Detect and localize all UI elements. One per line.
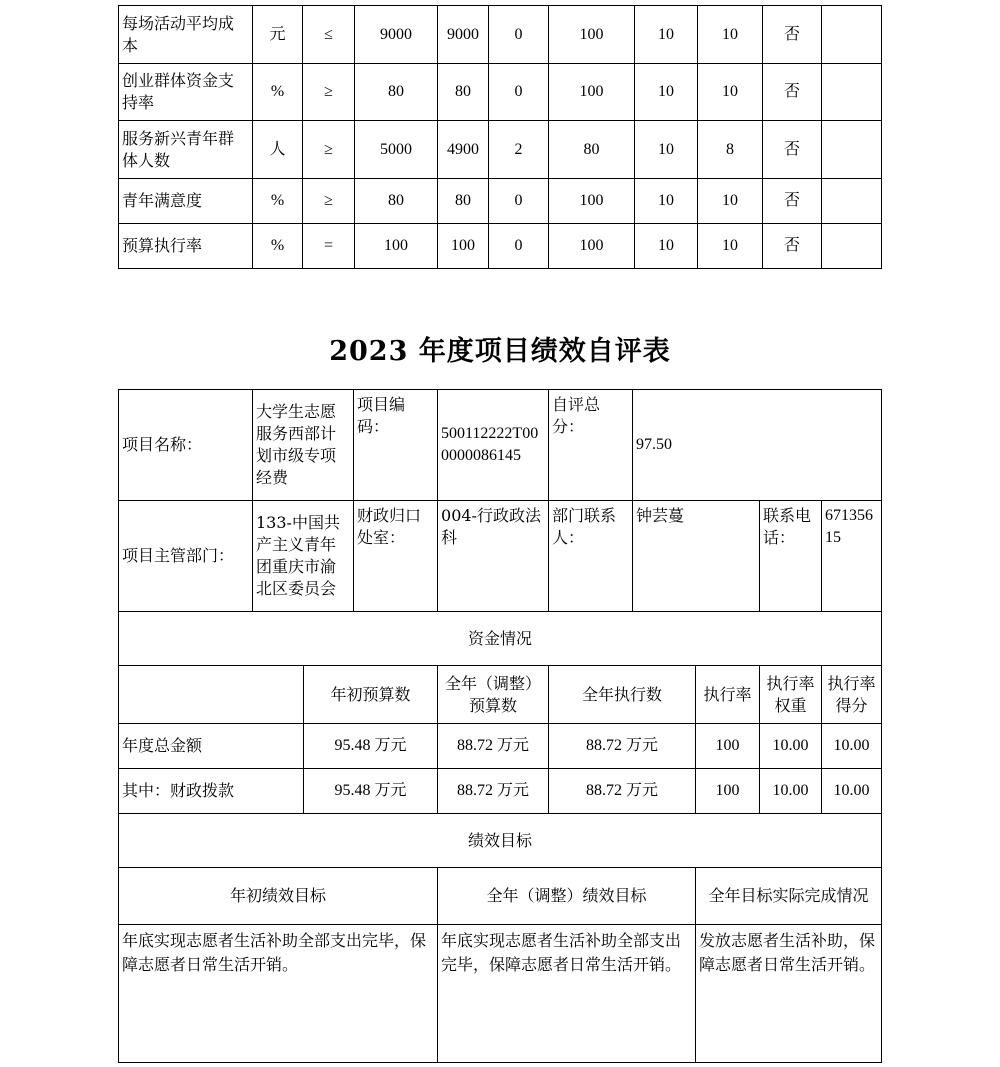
- indicator-score: 10: [698, 179, 763, 224]
- indicator-target: 100: [355, 224, 438, 269]
- page-title: 2023 年度项目绩效自评表: [329, 336, 671, 367]
- indicator-actual: 9000: [438, 6, 489, 64]
- indicator-rate: 80: [549, 121, 635, 179]
- evaluation-table: [118, 389, 882, 1063]
- goals-header-initial: 年初绩效目标: [119, 868, 438, 925]
- project-code-value: 500112222T000000086145: [438, 390, 549, 501]
- indicator-note: [822, 64, 882, 121]
- indicator-weight: 10: [635, 6, 698, 64]
- indicator-deviation: 0: [489, 6, 549, 64]
- finance-office-label: 财政归口处室：: [354, 501, 438, 612]
- goals-adjusted-text: 年底实现志愿者生活补助全部支出完毕，保障志愿者日常生活开销。: [438, 925, 696, 1063]
- goals-content-row: [119, 925, 882, 1063]
- indicator-row: [119, 224, 882, 269]
- funds-row-initial: 95.48 万元: [304, 769, 438, 814]
- indicator-flag: 否: [763, 6, 822, 64]
- indicator-deviation: 2: [489, 121, 549, 179]
- indicator-name: 每场活动平均成本: [119, 6, 253, 64]
- indicator-target: 80: [355, 64, 438, 121]
- indicator-deviation: 0: [489, 224, 549, 269]
- goals-header-adjusted: 全年（调整）绩效目标: [438, 868, 696, 925]
- indicator-row: [119, 64, 882, 121]
- funds-header-score: 执行率得分: [822, 666, 882, 724]
- indicator-score: 8: [698, 121, 763, 179]
- funds-row-rate: 100: [696, 769, 760, 814]
- indicator-note: [822, 179, 882, 224]
- indicator-weight: 10: [635, 179, 698, 224]
- indicator-unit: %: [253, 179, 303, 224]
- funds-header-rate: 执行率: [696, 666, 760, 724]
- indicator-row: [119, 179, 882, 224]
- funds-row: [119, 724, 882, 769]
- indicator-operator: ≥: [303, 64, 355, 121]
- goals-header-actual: 全年目标实际完成情况: [696, 868, 882, 925]
- funds-row-weight: 10.00: [760, 724, 822, 769]
- goals-section-row: [119, 814, 882, 868]
- indicator-operator: ≤: [303, 6, 355, 64]
- funds-header-blank: [119, 666, 304, 724]
- indicator-score: 10: [698, 224, 763, 269]
- funds-header-row: [119, 666, 882, 724]
- indicator-unit: 人: [253, 121, 303, 179]
- indicator-name: 预算执行率: [119, 224, 253, 269]
- funds-row-weight: 10.00: [760, 769, 822, 814]
- indicator-deviation: 0: [489, 64, 549, 121]
- goals-section-title: 绩效目标: [119, 814, 882, 868]
- indicator-actual: 80: [438, 64, 489, 121]
- project-name-row: [119, 390, 882, 501]
- project-code-label: 项目编码：: [354, 390, 438, 501]
- indicator-flag: 否: [763, 64, 822, 121]
- funds-row-score: 10.00: [822, 769, 882, 814]
- indicator-table: [118, 5, 882, 269]
- indicator-flag: 否: [763, 224, 822, 269]
- funds-row-executed: 88.72 万元: [549, 769, 696, 814]
- indicator-actual: 100: [438, 224, 489, 269]
- indicator-operator: ≥: [303, 179, 355, 224]
- project-name-value: 大学生志愿服务西部计划市级专项经费: [253, 390, 354, 501]
- indicator-note: [822, 121, 882, 179]
- finance-office-value: 004-行政政法科: [438, 501, 549, 612]
- indicator-weight: 10: [635, 224, 698, 269]
- indicator-weight: 10: [635, 121, 698, 179]
- indicator-note: [822, 224, 882, 269]
- indicator-target: 9000: [355, 6, 438, 64]
- department-value: 133-中国共产主义青年团重庆市渝北区委员会: [253, 501, 354, 612]
- indicator-row: [119, 121, 882, 179]
- indicator-weight: 10: [635, 64, 698, 121]
- indicator-score: 10: [698, 64, 763, 121]
- funds-header-executed: 全年执行数: [549, 666, 696, 724]
- self-score-value: 97.50: [633, 390, 882, 501]
- funds-header-adjusted: 全年（调整）预算数: [438, 666, 549, 724]
- indicator-rate: 100: [549, 179, 635, 224]
- funds-row-score: 10.00: [822, 724, 882, 769]
- funds-row-adjusted: 88.72 万元: [438, 724, 549, 769]
- indicator-operator: =: [303, 224, 355, 269]
- goals-initial-text: 年底实现志愿者生活补助全部支出完毕，保障志愿者日常生活开销。: [119, 925, 438, 1063]
- indicator-unit: 元: [253, 6, 303, 64]
- indicator-rate: 100: [549, 224, 635, 269]
- indicator-unit: %: [253, 64, 303, 121]
- indicator-name: 创业群体资金支持率: [119, 64, 253, 121]
- indicator-operator: ≥: [303, 121, 355, 179]
- indicator-rate: 100: [549, 64, 635, 121]
- indicator-note: [822, 6, 882, 64]
- funds-section-title: 资金情况: [119, 612, 882, 666]
- indicator-flag: 否: [763, 121, 822, 179]
- goals-header-row: [119, 868, 882, 925]
- project-name-label: 项目名称：: [119, 390, 253, 501]
- funds-row-initial: 95.48 万元: [304, 724, 438, 769]
- indicator-rate: 100: [549, 6, 635, 64]
- funds-header-weight: 执行率权重: [760, 666, 822, 724]
- indicator-target: 5000: [355, 121, 438, 179]
- funds-row-label: 年度总金额: [119, 724, 304, 769]
- funds-row-adjusted: 88.72 万元: [438, 769, 549, 814]
- phone-value: 67135615: [822, 501, 882, 612]
- indicator-target: 80: [355, 179, 438, 224]
- funds-row-label: 其中：财政拨款: [119, 769, 304, 814]
- indicator-name: 服务新兴青年群体人数: [119, 121, 253, 179]
- indicator-score: 10: [698, 6, 763, 64]
- indicator-actual: 80: [438, 179, 489, 224]
- indicator-actual: 4900: [438, 121, 489, 179]
- funds-row: [119, 769, 882, 814]
- funds-header-initial: 年初预算数: [304, 666, 438, 724]
- goals-actual-text: 发放志愿者生活补助，保障志愿者日常生活开销。: [696, 925, 882, 1063]
- indicator-deviation: 0: [489, 179, 549, 224]
- contact-label: 部门联系人：: [549, 501, 633, 612]
- funds-section-row: [119, 612, 882, 666]
- contact-value: 钟芸蔓: [633, 501, 760, 612]
- department-label: 项目主管部门：: [119, 501, 253, 612]
- funds-row-rate: 100: [696, 724, 760, 769]
- self-score-label: 自评总分：: [549, 390, 633, 501]
- phone-label: 联系电话：: [760, 501, 822, 612]
- department-row: [119, 501, 882, 612]
- indicator-name: 青年满意度: [119, 179, 253, 224]
- indicator-unit: %: [253, 224, 303, 269]
- indicator-flag: 否: [763, 179, 822, 224]
- indicator-row: [119, 6, 882, 64]
- funds-row-executed: 88.72 万元: [549, 724, 696, 769]
